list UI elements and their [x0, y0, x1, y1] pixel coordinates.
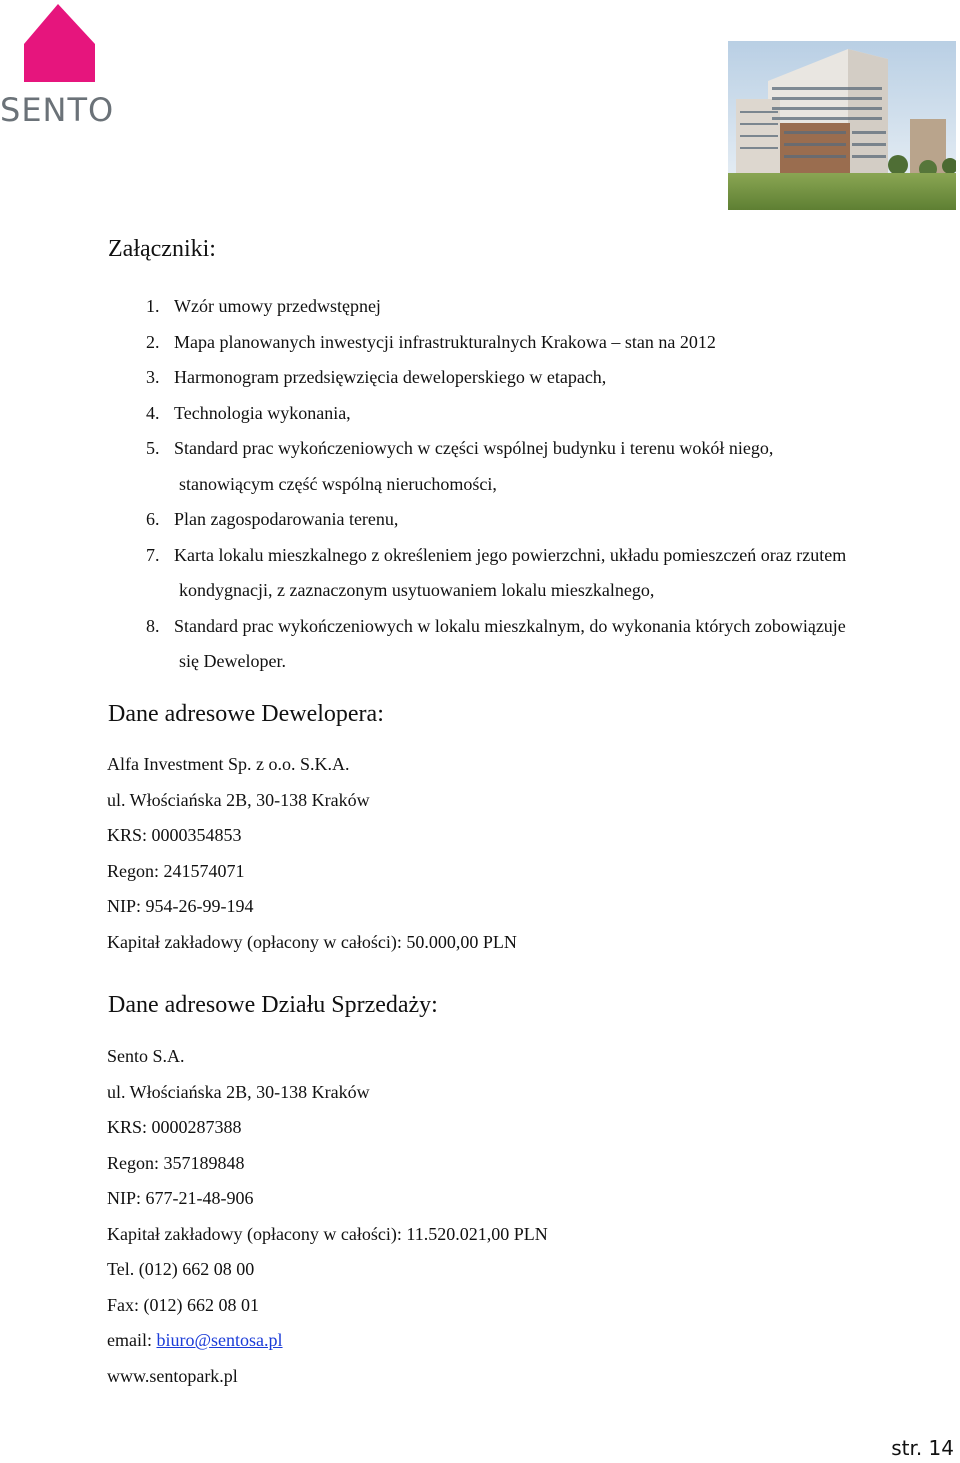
developer-title: Dane adresowe Dewelopera: [108, 701, 384, 727]
list-item-text: Standard prac wykończeniowych w lokalu mieszkalnym, do wykonania których zobowiązuje [174, 615, 846, 636]
developer-details [107, 747, 517, 960]
sales-title: Dane adresowe Działu Sprzedaży: [108, 992, 438, 1018]
logo-text: SENTO [0, 91, 115, 129]
email-link[interactable]: biuro@sentosa.pl [156, 1330, 283, 1350]
list-item [0, 431, 960, 502]
list-item-number: 3. [146, 367, 160, 387]
list-item [0, 360, 960, 396]
email-label: email: [107, 1330, 157, 1350]
sales-phone: Tel. (012) 662 08 00 [107, 1259, 255, 1279]
list-item-text: Standard prac wykończeniowych w części wspólnej budynku i terenu wokół niego, [174, 438, 774, 458]
list-item [0, 396, 960, 432]
list-item-text: Plan zagospodarowania terenu, [174, 509, 399, 529]
developer-regon: Regon: 241574071 [107, 860, 245, 881]
list-item [0, 502, 960, 538]
attachments-list [0, 289, 960, 680]
list-item-text: Harmonogram przedsięwzięcia deweloperskiego w etapach, [174, 367, 607, 387]
list-item-number: 2. [146, 331, 160, 352]
list-item-continuation: kondygnacji, z zaznaczonym usytuowaniem lokalu mieszkalnego, [179, 580, 655, 600]
sales-regon: Regon: 357189848 [107, 1152, 245, 1173]
developer-nip: NIP: 954-26-99-194 [107, 896, 254, 916]
developer-address: ul. Włościańska 2B, 30-138 Kraków [107, 789, 370, 810]
developer-company: Alfa Investment Sp. z o.o. S.K.A. [107, 754, 350, 774]
sales-website: www.sentopark.pl [107, 1365, 238, 1386]
developer-capital: Kapitał zakładowy (opłacony w całości): 50.000,00 PLN [107, 931, 517, 952]
page-number: str. 14 [891, 1436, 954, 1460]
sales-fax: Fax: (012) 662 08 01 [107, 1294, 259, 1315]
list-item-text: Wzór umowy przedwstępnej [174, 296, 381, 316]
list-item-number: 5. [146, 438, 160, 458]
sales-krs: KRS: 0000287388 [107, 1117, 242, 1137]
list-item-number: 8. [146, 615, 160, 636]
list-item-number: 6. [146, 509, 160, 529]
sales-nip: NIP: 677-21-48-906 [107, 1188, 254, 1208]
developer-krs: KRS: 0000354853 [107, 825, 242, 845]
sales-details [107, 1039, 548, 1394]
list-item-continuation: się Deweloper. [179, 651, 286, 671]
list-item [0, 325, 960, 361]
house-logo-icon [0, 2, 120, 90]
list-item-continuation: stanowiącym część wspólną nieruchomości, [179, 473, 497, 494]
sento-logo [0, 2, 120, 129]
list-item [0, 538, 960, 609]
list-item-text: Technologia wykonania, [174, 402, 351, 423]
list-item-number: 4. [146, 402, 160, 423]
list-item-text: Karta lokalu mieszkalnego z określeniem jego powierzchni, układu pomieszczeń oraz rzutem [174, 544, 847, 565]
list-item-text: Mapa planowanych inwestycji infrastrukturalnych Krakowa – stan na 2012 [174, 331, 716, 352]
list-item [0, 609, 960, 680]
sales-email-row [107, 1323, 548, 1359]
list-item-number: 7. [146, 544, 160, 565]
sales-capital: Kapitał zakładowy (opłacony w całości): 11.520.021,00 PLN [107, 1223, 548, 1244]
list-item [0, 289, 960, 325]
building-photo [728, 41, 956, 210]
sales-company: Sento S.A. [107, 1046, 185, 1066]
attachments-title: Załączniki: [108, 236, 216, 262]
sales-address: ul. Włościańska 2B, 30-138 Kraków [107, 1081, 370, 1102]
list-item-number: 1. [146, 296, 160, 316]
